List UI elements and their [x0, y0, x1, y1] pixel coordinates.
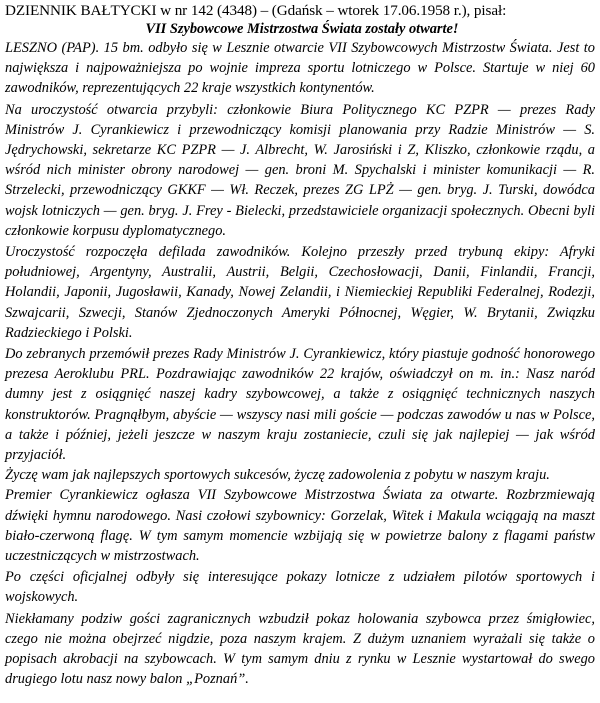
- paragraph-wishes: Życzę wam jak najlepszych sportowych sukcesów, życzę zadowolenia z pobytu w naszym kraju.: [5, 467, 550, 484]
- paragraph-shows: Po części oficjalnej odbyły się interesujące pokazy lotnicze z udziałem pilotów sportowych i wojskowych.: [5, 569, 595, 606]
- newspaper-name: DZIENNIK BAŁTYCKI: [5, 2, 157, 19]
- issue-info: w nr 142 (4348) – (Gdańsk – wtorek 17.06.1958 r.), pisał:: [160, 2, 507, 19]
- article-header: [5, 2, 595, 20]
- paragraph-guests: Na uroczystość otwarcia przybyli: członkowie Biura Politycznego KC PZPR — prezes Rady Ministrów J. Cyrankiewicz i przewodniczący komisji planowania przy Radzie Ministrów — S. Jędrychowski, sekretarze KC PZPR — J. Albrecht, W. Jarosiński i Z, Kliszko, członkowie rządu, a wśród nich minister obrony narodowej — gen. broni M. Spychalski i minister komunikacji — R. Strzelecki, przewodniczący GKKF — Wł. Reczek, prezes ZG LPŻ — gen. bryg. J. Turski, dowódca wojsk lotniczych — gen. bryg. J. Frey - Bielecki, przedstawiciele organizacji społecznych. Obecni byli członkowie korpusu dyplomatycznego.: [5, 101, 595, 239]
- paragraph-parade: Uroczystość rozpoczęła defilada zawodników. Kolejno przeszły przed trybuną ekipy: Afryki południowej, Argentyny, Australii, Austrii, Belgii, Czechosłowacji, Danii, Finlandii, Francji, Holandii, Japonii, Jugosławii, Kanady, Nowej Zelandii, i Niemieckiej Republiki Federalnej, Rodezji, Szwajcarii, Szwecji, Stanów Zjednoczonych Ameryki Północnej, Węgier, W. Brytanii, Związku Radzieckiego i Polski.: [5, 244, 595, 341]
- headline: VII Szybowcowe Mistrzostwa Świata zostały otwarte!: [145, 21, 459, 37]
- paragraph-speech: Do zebranych przemówił prezes Rady Ministrów J. Cyrankiewicz, który piastuje godność honorowego prezesa Aeroklubu PRL. Pozdrawiając zawodników 22 krajów, oświadczył on m. in.: Nasz naród dumny jest z osiągnięć naszej kadry szybowcowej, a także z osiągnięć technicznych naszych konstruktorów. Pragnąłbym, abyście — wszyscy nasi mili goście — podczas zawodów u nas w Polsce, a także i później, jeżeli jeszcze w naszym kraju zostaniecie, czuli się jak najlepiej — jak wśród przyjaciół.: [5, 346, 595, 464]
- article: [5, 2, 595, 690]
- paragraph-intro: LESZNO (PAP). 15 bm. odbyło się w Lesznie otwarcie VII Szybowcowych Mistrzostw Świata. Jest to największa i najpoważniejsza po wojnie impreza sportu lotniczego w Polsce. Startuje w niej 60 zawodników, reprezentujących 22 kraje wszystkich kontynentów.: [5, 40, 595, 97]
- paragraph-opening: Premier Cyrankiewicz ogłasza VII Szybowcowe Mistrzostwa Świata za otwarte. Rozbrzmiewają dźwięki hymnu narodowego. Nasi czołowi szybownicy: Gorzelak, Witek i Makula wciągają na maszt biało-czerwoną flagę. W tym samym momencie wzbijają się w powietrze balony z flagami państw uczestniczących w mistrzostwach.: [5, 487, 595, 565]
- paragraph-admiration: Niekłamany podziw gości zagranicznych wzbudził pokaz holowania szybowca przez śmigłowiec, czego nie można obejrzeć nigdzie, poza naszym krajem. Z dużym uznaniem wyrażali się także o popisach akrobacji na szybowcach. W tym samym dniu z rynku w Lesznie wystartował do swego drugiego lotu nasz nowy balon „Poznań”.: [5, 610, 595, 688]
